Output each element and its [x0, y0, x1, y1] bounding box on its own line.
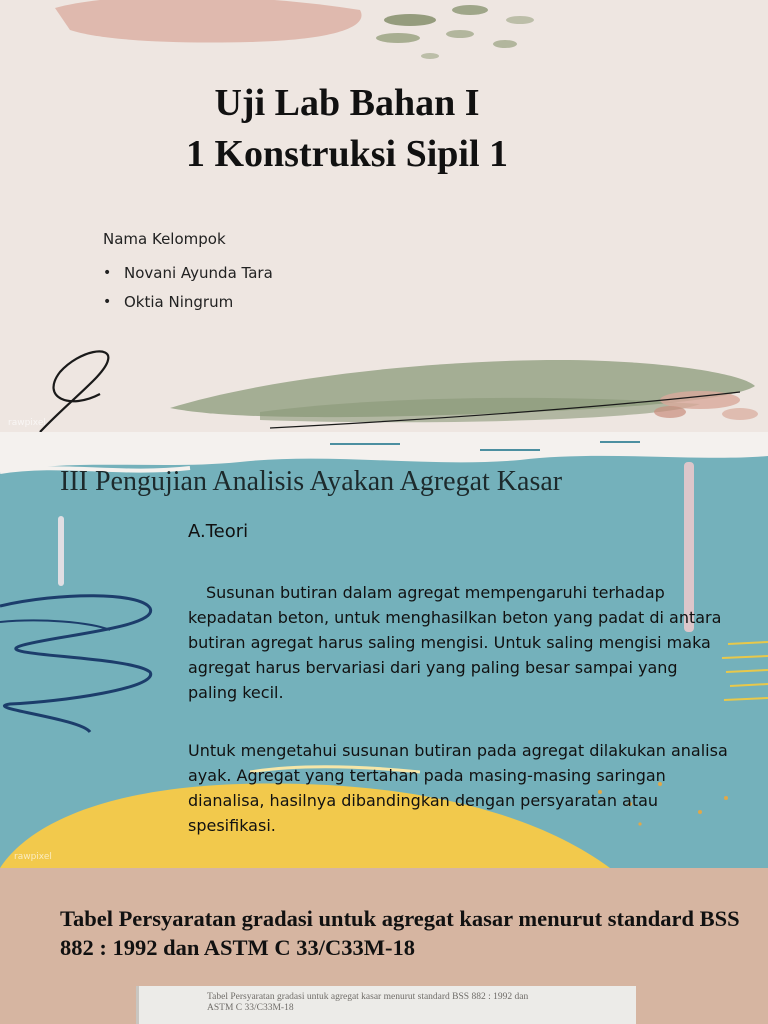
table-image-caption — [207, 992, 567, 1014]
subheading: A.Teori — [188, 521, 249, 542]
member-name: Oktia Ningrum — [124, 292, 234, 311]
paragraph-text: Susunan butiran dalam agregat mempengaruhi terhadap kepadatan beton, untuk menghasilkan beton yang padat di antara butiran agregat harus saling mengisi. Untuk saling mengisi maka agregat harus bervariasi dari yang paling besar sampai yang paling kecil. — [188, 583, 722, 702]
title-line-2: 1 Konstruksi Sipil 1 — [185, 133, 509, 175]
theory-slide — [0, 432, 768, 868]
slide-heading: Tabel Persyaratan gradasi untuk agregat kasar menurut standard BSS 882 : 1992 dan ASTM C 33/C33M-18 — [60, 906, 740, 960]
watermark: rawpixel — [14, 852, 52, 862]
paragraph: Untuk mengetahui susunan butiran pada agregat dilakukan analisa ayak. Agregat yang tertahan pada masing-masing saringan dianalisa, hasilnya dibandingkan dengan persyaratan atau spesifikasi. — [188, 741, 728, 835]
bullet: • — [103, 264, 112, 281]
list-item — [103, 258, 273, 287]
paragraph — [188, 580, 728, 705]
caption-line: Tabel Persyaratan gradasi untuk agregat kasar menurut standard BSS 882 : 1992 dan — [207, 992, 529, 1002]
presentation-title — [0, 78, 694, 180]
group-label: Nama Kelompok — [103, 230, 226, 248]
table-slide — [0, 868, 768, 1024]
member-list — [103, 258, 273, 316]
bullet: • — [103, 293, 112, 310]
watercolor-decoration — [0, 0, 768, 432]
title-line-1: Uji Lab Bahan I — [214, 82, 480, 124]
watermark: rawpixel — [8, 418, 46, 428]
section-heading: III Pengujian Analisis Ayakan Agregat Kasar — [60, 466, 563, 497]
title-slide — [0, 0, 768, 432]
table-image — [136, 986, 636, 1024]
list-item — [103, 287, 273, 316]
caption-line: ASTM C 33/C33M-18 — [207, 1003, 294, 1013]
member-name: Novani Ayunda Tara — [124, 263, 273, 282]
